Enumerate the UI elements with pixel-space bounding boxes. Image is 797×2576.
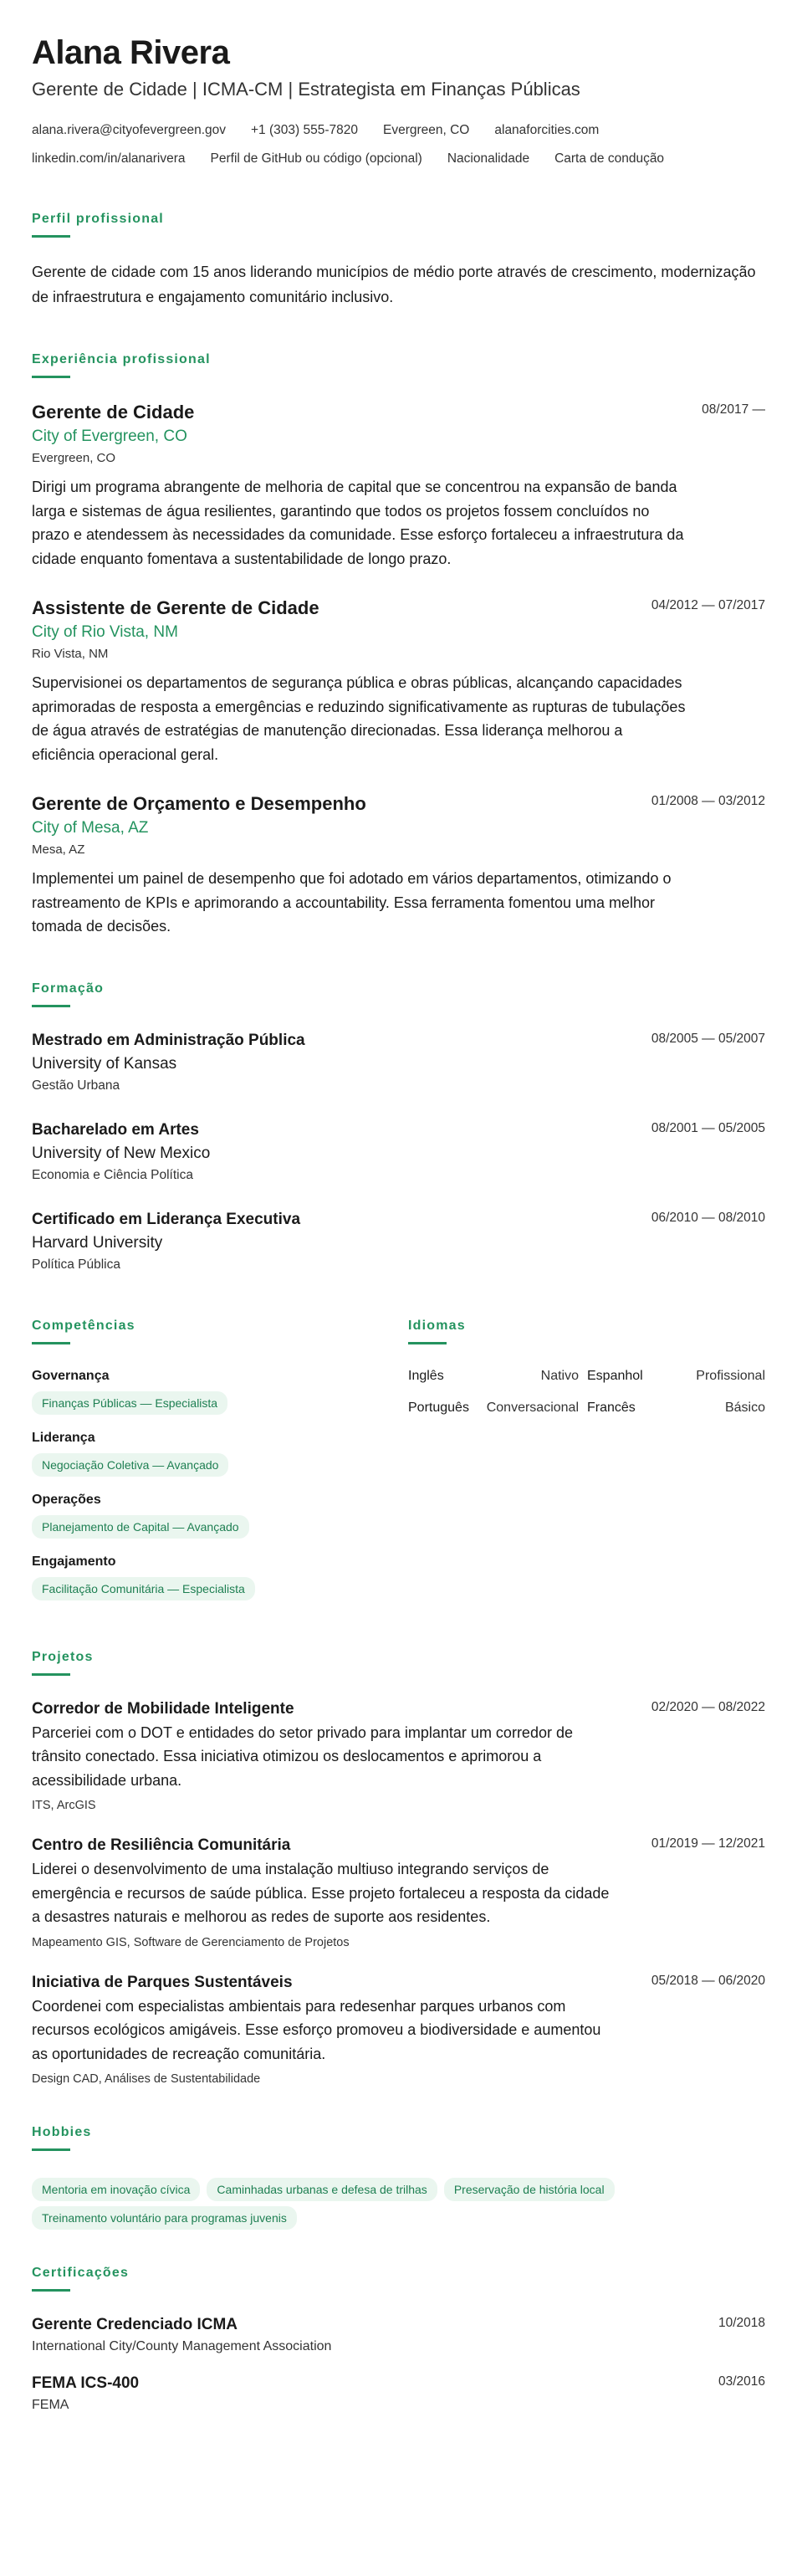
certification-name: Gerente Credenciado ICMA (32, 2316, 238, 2333)
contact-driving-license: Carta de condução (554, 151, 665, 166)
language-list (408, 1366, 765, 1418)
education-field: Economia e Ciência Política (32, 1167, 193, 1182)
profile-section (32, 209, 765, 310)
education-degree: Bacharelado em Artes (32, 1120, 199, 1139)
entry-role: Gerente de Cidade (32, 402, 195, 423)
project-entry (32, 1698, 765, 1816)
projects-section (32, 1647, 765, 2090)
hobby-tag: Preservação de história local (444, 2178, 615, 2201)
hobby-tag: Caminhadas urbanas e defesa de trilhas (207, 2178, 437, 2201)
section-divider (32, 2148, 70, 2151)
language-level: Profissional (696, 1368, 765, 1383)
entry-dates: 06/2010 — 08/2010 (651, 1210, 765, 1225)
section-divider (32, 376, 70, 378)
candidate-headline: Gerente de Cidade | ICMA-CM | Estrategista em Finanças Públicas (32, 79, 580, 100)
entry-dates: 01/2019 — 12/2021 (651, 1836, 765, 1851)
language-level: Básico (724, 1400, 765, 1415)
section-divider (32, 235, 70, 238)
skill-group (32, 1428, 408, 1477)
certification-entry (32, 2372, 765, 2415)
project-technologies: Design CAD, Análises de Sustentabilidade (32, 2072, 261, 2086)
skills-section (32, 1316, 408, 1614)
project-technologies: Mapeamento GIS, Software de Gerenciamento de Projetos (32, 1935, 350, 1949)
language-name: Espanhol (587, 1368, 643, 1383)
skill-group (32, 1490, 408, 1539)
project-description: Parceriei com o DOT e entidades do setor privado para implantar um corredor de trânsito conectado. Essa iniciativa otimizou os deslocamentos e aprimorou a acessibilidade urbana. (32, 1723, 573, 1789)
section-title: Formação (32, 981, 105, 996)
section-title: Experiência profissional (32, 352, 211, 366)
certification-issuer: FEMA (32, 2398, 69, 2412)
education-entry (32, 1119, 765, 1186)
project-description: Liderei o desenvolvimento de uma instalação multiuso integrando serviços de emergência e recursos de saúde pública. Esse projeto fortaleceu a resposta da cidade a desastres naturais e melhorou as redes de suporte aos residentes. (32, 1861, 610, 1925)
entry-organization: City of Rio Vista, NM (32, 623, 178, 641)
skill-tag: Finanças Públicas — Especialista (32, 1391, 227, 1415)
entry-role: Gerente de Orçamento e Desempenho (32, 793, 366, 814)
hobby-tag: Mentoria em inovação cívica (32, 2178, 200, 2201)
entry-dates: 08/2017 — (702, 402, 765, 417)
experience-entry (32, 596, 765, 766)
education-field: Gestão Urbana (32, 1078, 120, 1093)
hobbies-section (32, 2123, 765, 2230)
entry-organization: City of Mesa, AZ (32, 819, 149, 837)
skill-tag: Planejamento de Capital — Avançado (32, 1515, 249, 1539)
resume-header (32, 33, 765, 169)
entry-dates: 02/2020 — 08/2022 (651, 1699, 765, 1714)
education-entry (32, 1208, 765, 1276)
entry-organization: City of Evergreen, CO (32, 428, 187, 445)
section-divider (32, 1673, 70, 1676)
experience-entry (32, 791, 765, 939)
hobby-list (32, 2173, 765, 2230)
skill-group-name: Liderança (32, 1430, 95, 1445)
section-title: Projetos (32, 1649, 94, 1664)
contact-list (32, 120, 765, 169)
section-title: Perfil profissional (32, 212, 164, 226)
certification-issuer: International City/County Management Association (32, 2339, 332, 2353)
section-title: Competências (32, 1318, 135, 1333)
contact-nationality: Nacionalidade (447, 151, 530, 166)
skill-group-name: Governança (32, 1368, 110, 1383)
language-name: Português (408, 1400, 469, 1415)
education-section (32, 979, 765, 1276)
hobby-tag: Treinamento voluntário para programas juvenis (32, 2206, 297, 2230)
certification-date: 03/2016 (718, 2374, 765, 2389)
section-title: Hobbies (32, 2125, 92, 2139)
project-entry (32, 1834, 765, 1953)
certification-date: 10/2018 (718, 2316, 765, 2330)
entry-dates: 08/2005 — 05/2007 (651, 1031, 765, 1046)
entry-dates: 04/2012 — 07/2017 (651, 598, 765, 612)
experience-section (32, 350, 765, 939)
project-description: Coordenei com especialistas ambientais para redesenhar parques urbanos com recursos ecológicos amigáveis. Esse esforço promoveu a biodiversidade e aumentou as oportunidades de recreação comunitária. (32, 1997, 601, 2062)
entry-dates: 05/2018 — 06/2020 (651, 1973, 765, 1988)
entry-location: Mesa, AZ (32, 842, 85, 857)
education-school: University of Kansas (32, 1054, 177, 1073)
section-divider (32, 2289, 70, 2292)
education-school: University of New Mexico (32, 1144, 211, 1162)
project-name: Centro de Resiliência Comunitária (32, 1836, 291, 1854)
experience-entry (32, 400, 765, 571)
section-divider (408, 1342, 447, 1344)
contact-github[interactable]: Perfil de GitHub ou código (opcional) (210, 151, 422, 166)
contact-phone[interactable]: +1 (303) 555-7820 (251, 123, 358, 137)
entry-description: Supervisionei os departamentos de segurança pública e obras públicas, alcançando capacidades aprimoradas de resposta a emergências e reduzindo significativamente as rupturas de tubulações de água através de estratégias de manutenção direcionadas. Essa liderança melhorou a eficiência operacional geral. (32, 674, 686, 763)
project-technologies: ITS, ArcGIS (32, 1799, 96, 1812)
education-entry (32, 1029, 765, 1097)
education-school: Harvard University (32, 1233, 163, 1252)
project-name: Corredor de Mobilidade Inteligente (32, 1699, 294, 1718)
contact-location: Evergreen, CO (382, 123, 470, 137)
contact-website[interactable]: alanaforcities.com (494, 123, 600, 137)
education-degree: Mestrado em Administração Pública (32, 1031, 305, 1049)
language-level: Nativo (540, 1368, 579, 1383)
entry-description: Dirigi um programa abrangente de melhoria de capital que se concentrou na expansão de banda larga e sistemas de água resilientes, garantindo que todos os projetos fossem concluídos no prazo e atendessem às necessidades da comunidade. Esse esforço fortaleceu a infraestrutura da cidade enquanto fomentava a sustentabilidade de longo prazo. (32, 479, 684, 567)
entry-dates: 01/2008 — 03/2012 (651, 794, 765, 808)
skills-languages-row (32, 1316, 765, 1614)
skill-group-name: Engajamento (32, 1554, 116, 1569)
certifications-section (32, 2263, 765, 2415)
entry-dates: 08/2001 — 05/2005 (651, 1120, 765, 1135)
skill-group (32, 1552, 408, 1600)
skill-group (32, 1366, 408, 1415)
contact-email[interactable]: alana.rivera@cityofevergreen.gov (32, 123, 226, 137)
skill-group-name: Operações (32, 1492, 101, 1507)
entry-location: Rio Vista, NM (32, 647, 109, 661)
entry-description: Implementei um painel de desempenho que foi adotado em vários departamentos, otimizando o rastreamento de KPIs e aprimorando a accountability. Essa ferramenta fomentou uma melhor tomada de decisões. (32, 870, 672, 935)
skill-tag: Facilitação Comunitária — Especialista (32, 1577, 255, 1600)
skill-tag: Negociação Coletiva — Avançado (32, 1453, 228, 1477)
project-name: Iniciativa de Parques Sustentáveis (32, 1973, 293, 1991)
entry-role: Assistente de Gerente de Cidade (32, 597, 319, 618)
certification-name: FEMA ICS-400 (32, 2374, 140, 2392)
section-divider (32, 1342, 70, 1344)
section-divider (32, 1005, 70, 1007)
language-level: Conversacional (486, 1400, 579, 1415)
profile-summary: Gerente de cidade com 15 anos liderando municípios de médio porte através de crescimento, modernização de infraestrutura e engajamento comunitário inclusivo. (32, 264, 756, 305)
education-degree: Certificado em Liderança Executiva (32, 1210, 301, 1228)
language-name: Inglês (408, 1368, 444, 1383)
entry-location: Evergreen, CO (32, 451, 116, 465)
section-title: Idiomas (408, 1318, 466, 1333)
language-name: Francês (587, 1400, 636, 1415)
contact-linkedin[interactable]: linkedin.com/in/alanarivera (32, 151, 186, 166)
section-title: Certificações (32, 2266, 130, 2280)
candidate-name: Alana Rivera (32, 34, 230, 71)
languages-section (408, 1316, 765, 1614)
certification-entry (32, 2313, 765, 2357)
project-entry (32, 1971, 765, 2090)
education-field: Política Pública (32, 1257, 120, 1272)
